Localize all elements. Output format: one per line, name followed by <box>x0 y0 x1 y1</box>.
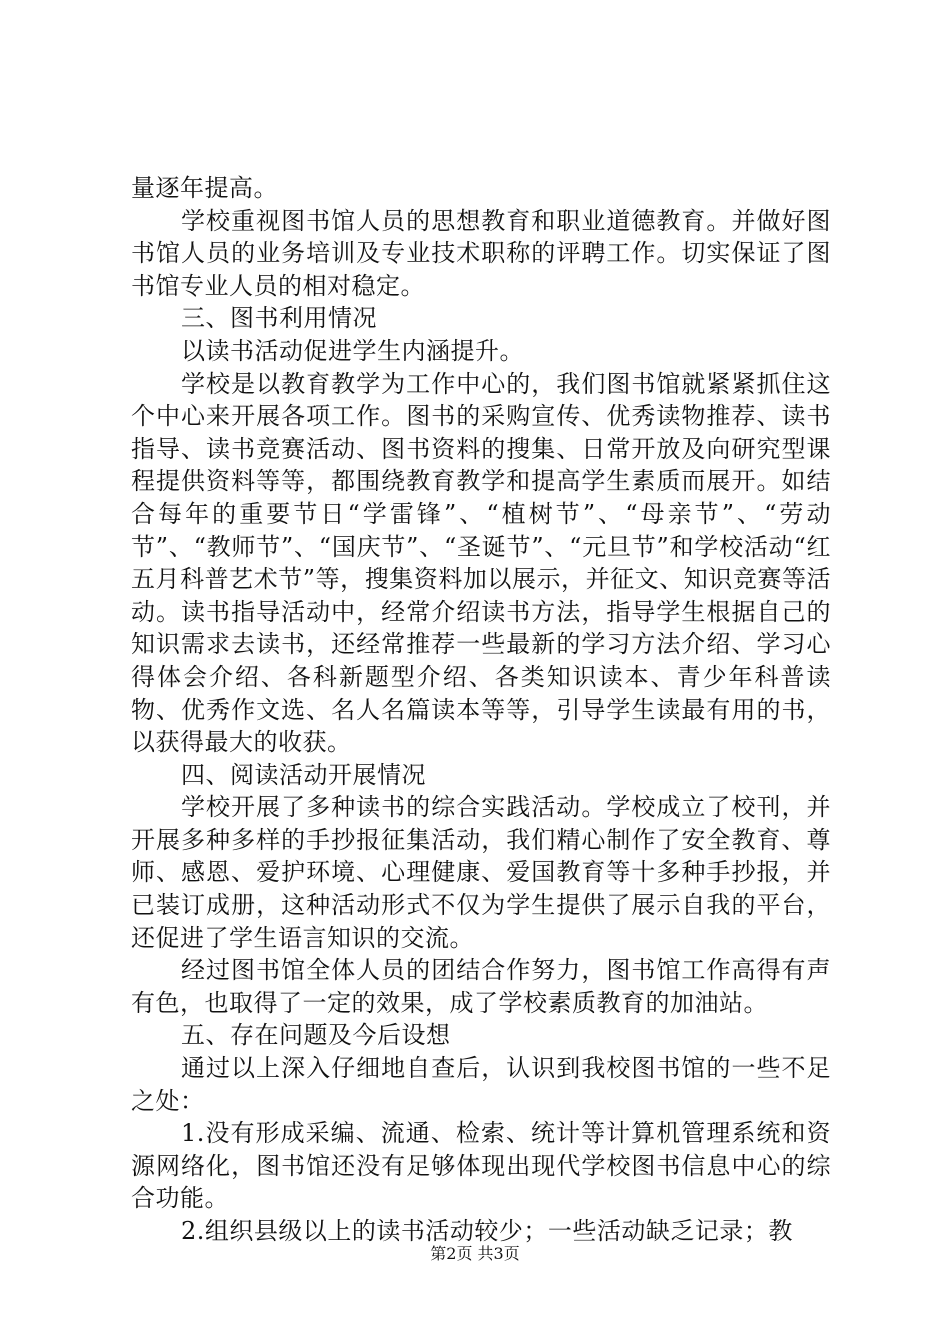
list-item-1: 1.没有形成采编、流通、检索、统计等计算机管理系统和资源网络化，图书馆还没有足够体现出现代学校图书信息中心的综合功能。 <box>131 1119 831 1213</box>
page-number-footer: 第2页 共3页 <box>430 1244 520 1263</box>
section-heading-book-usage: 三、图书利用情况 <box>181 304 377 333</box>
paragraph-reading-promotion: 以读书活动促进学生内涵提升。 <box>181 336 524 365</box>
paragraph-teamwork: 经过图书馆全体人员的团结合作努力，图书馆工作高得有声有色，也取得了一定的效果，成了学校素质教育的加油站。 <box>131 956 831 1017</box>
paragraph-staff-education: 学校重视图书馆人员的思想教育和职业道德教育。并做好图书馆人员的业务培训及专业技术职称的评聘工作。切实保证了图书馆专业人员的相对稳定。 <box>131 206 831 300</box>
paragraph-continuation: 量逐年提高。 <box>131 174 278 202</box>
list-item-2: 2.组织县级以上的读书活动较少；一些活动缺乏记录；教 <box>181 1217 793 1245</box>
paragraph-self-check: 通过以上深入仔细地自查后，认识到我校图书馆的一些不足之处： <box>131 1054 831 1115</box>
paragraph-practice-activities: 学校开展了多种读书的综合实践活动。学校成立了校刊，并开展多种多样的手抄报征集活动，我们精心制作了安全教育、尊师、感恩、爱护环境、心理健康、爱国教育等十多种手抄报，并已装订成册，这种活动形式不仅为学生提供了展示自我的平台，还促进了学生语言知识的交流。 <box>131 793 831 952</box>
section-heading-reading-activities: 四、阅读活动开展情况 <box>181 760 426 789</box>
document-body <box>131 172 831 1248</box>
section-heading-problems: 五、存在问题及今后设想 <box>181 1021 451 1050</box>
paragraph-teaching-center: 学校是以教育教学为工作中心的，我们图书馆就紧紧抓住这个中心来开展各项工作。图书的采购宣传、优秀读物推荐、读书指导、读书竞赛活动、图书资料的搜集、日常开放及向研究型课程提供资料等等，都围绕教育教学和提高学生素质而展开。如结合每年的重要节日“学雷锋”、“植树节”、“母亲节”、“劳动节”、“教师节”、“国庆节”、“圣诞节”、“元旦节”和学校活动“红五月科普艺术节”等，搜集资料加以展示，并征文、知识竞赛等活动。读书指导活动中，经常介绍读书方法，指导学生根据自己的知识需求去读书，还经常推荐一些最新的学习方法介绍、学习心得体会介绍、各科新题型介绍、各类知识读本、青少年科普读物、优秀作文选、名人名篇读本等等，引导学生读最有用的书，以获得最大的收获。 <box>131 369 831 757</box>
